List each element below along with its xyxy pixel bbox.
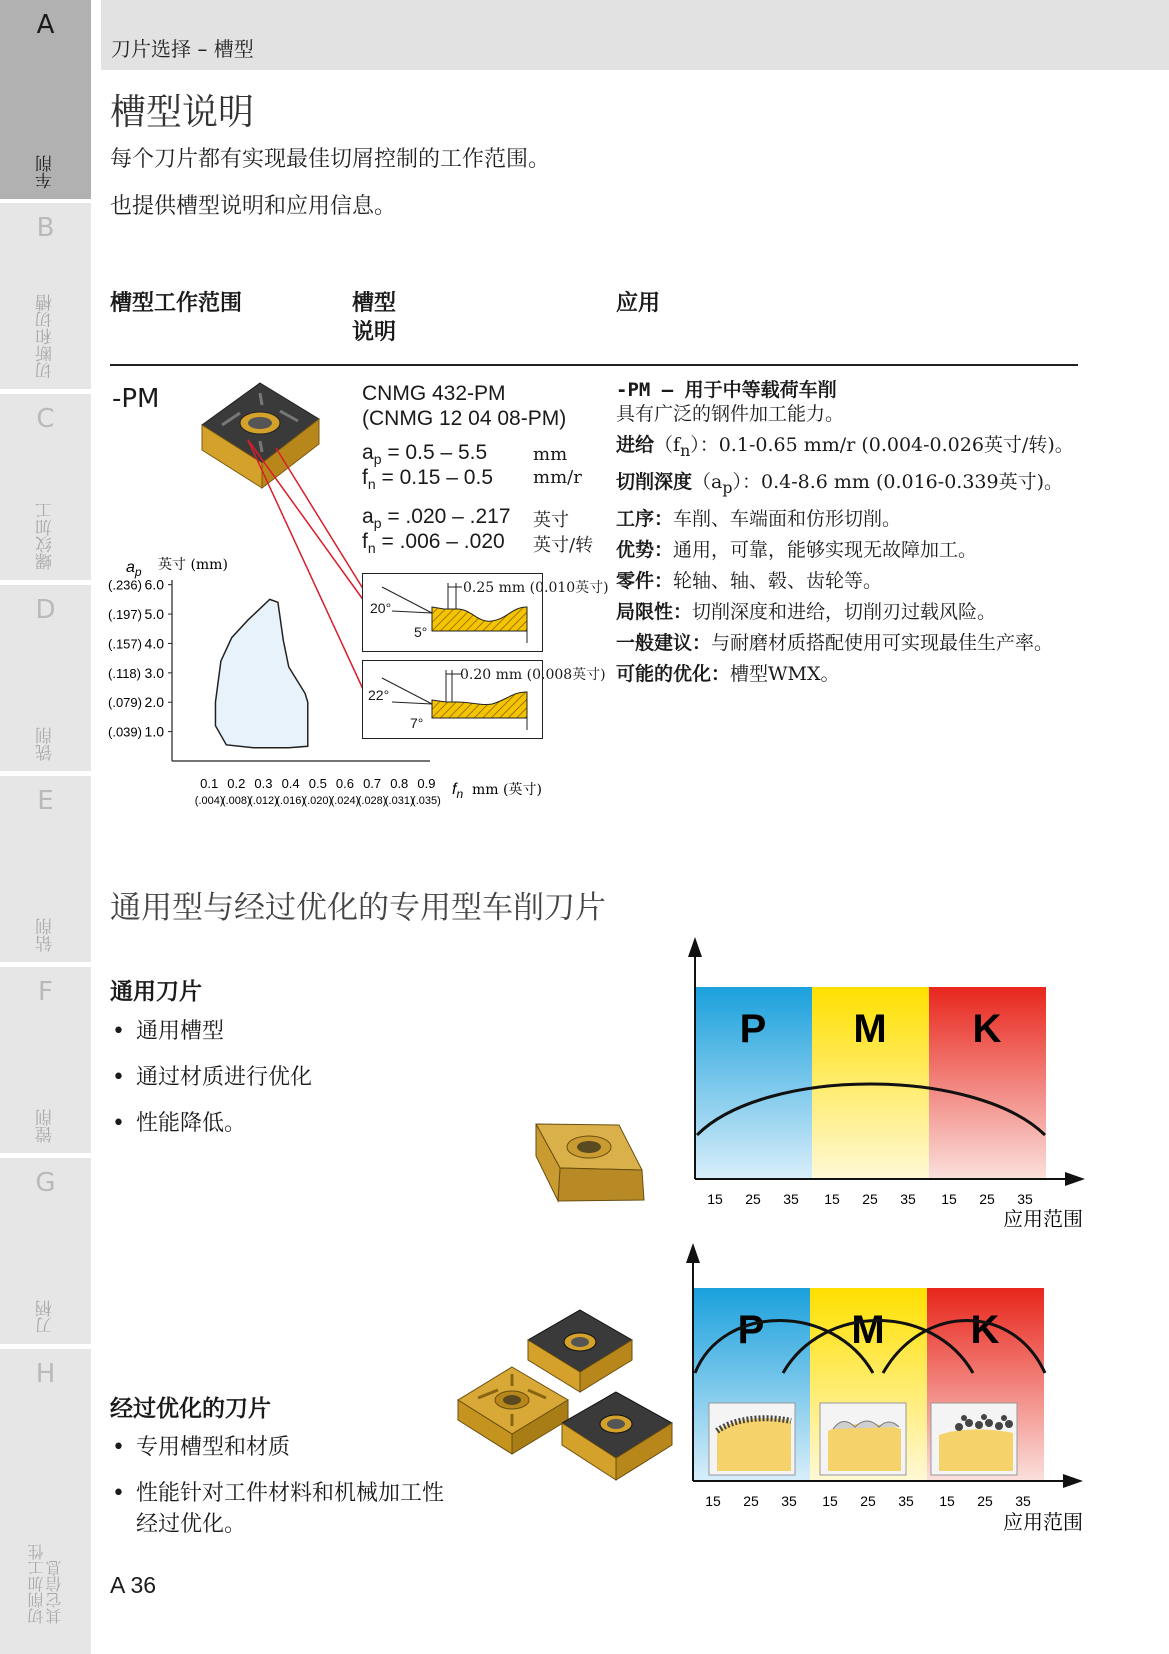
insert-code-iso: (CNMG 12 04 08-PM) xyxy=(362,407,567,430)
y-axis-label: 英寸 (mm) xyxy=(158,557,228,573)
insert-code: CNMG 432-PM xyxy=(362,382,506,405)
arrow-icon xyxy=(686,1243,700,1263)
chip-image-p xyxy=(709,1403,795,1475)
y-tick-label: 4.0 xyxy=(144,635,164,652)
geometry-label: -PM xyxy=(112,384,160,414)
pmk-chart-general xyxy=(675,937,1085,1227)
y-axis-symbol: $a_p$ xyxy=(126,559,142,579)
chapter-label: 其它信息 xyxy=(44,1560,64,1624)
x-tick-label: 35 xyxy=(781,1493,797,1509)
profile-angle: 7° xyxy=(410,715,424,731)
chapter-letter: C xyxy=(36,404,55,434)
list-item: • 通过材质进行优化 xyxy=(110,1062,312,1093)
optimized-insert-title: 经过优化的刀片 xyxy=(110,1396,271,1422)
x-tick-label: 0.5 xyxy=(308,776,327,791)
x-tick-inch-label: (.008) xyxy=(221,795,251,807)
x-tick-label: 0.2 xyxy=(227,776,246,791)
x-tick-inch-label: (.024) xyxy=(330,795,360,807)
x-tick-label: 25 xyxy=(745,1191,761,1207)
y-tick-inch-label: (.197) xyxy=(108,607,142,623)
x-tick-label: 15 xyxy=(707,1191,723,1207)
zone-label: K xyxy=(972,1007,1002,1051)
zone-label: P xyxy=(739,1007,767,1051)
profile-angle: 22° xyxy=(368,687,390,703)
profile-angle: 20° xyxy=(370,600,392,616)
x-tick-inch-label: (.012) xyxy=(249,795,278,807)
chapter-letter: F xyxy=(38,977,53,1007)
x-tick-inch-label: (.004) xyxy=(194,795,224,807)
y-tick-label: 6.0 xyxy=(144,576,164,593)
x-tick-label: 15 xyxy=(941,1191,957,1207)
x-axis-label: 应用范围 xyxy=(1003,1207,1083,1227)
column-heading-description: 槽型 说明 xyxy=(352,291,397,345)
x-tick-label: 0.4 xyxy=(281,776,300,791)
intro-text: 也提供槽型说明和应用信息。 xyxy=(110,194,397,219)
y-tick-label: 5.0 xyxy=(144,606,164,623)
y-tick-inch-label: (.236) xyxy=(108,577,142,593)
x-tick-label: 35 xyxy=(900,1191,916,1207)
x-tick-inch-label: (.035) xyxy=(412,795,441,807)
chapter-letter: A xyxy=(36,10,55,40)
y-tick-label: 1.0 xyxy=(144,723,164,740)
application-summary: 具有广泛的钢件加工能力。 xyxy=(616,403,845,425)
list-item: • 通用槽型 xyxy=(110,1016,312,1047)
list-item: • 专用槽型和材质 xyxy=(110,1432,450,1463)
unit-mm: mm xyxy=(533,444,568,465)
chapter-label: 车削 xyxy=(36,155,56,189)
profile-land: 0.25 mm (0.010英寸) xyxy=(463,580,609,596)
x-axis-label: 应用范围 xyxy=(1003,1510,1083,1533)
application-parts: 零件：轮轴、轴、毂、齿轮等。 xyxy=(616,569,883,592)
unit-mmr: mm/r xyxy=(533,467,582,488)
chapter-letter: B xyxy=(36,213,55,243)
unit-inch-rev: 英寸/转 xyxy=(533,535,594,556)
chapter-label: 镗削 xyxy=(36,1109,56,1143)
column-heading-range: 槽型工作范围 xyxy=(110,291,243,316)
x-tick-label: 0.9 xyxy=(417,776,436,791)
x-tick-inch-label: (.031) xyxy=(384,795,414,807)
x-tick-label: 0.1 xyxy=(200,776,219,791)
x-tick-label: 35 xyxy=(1015,1493,1031,1509)
x-tick-labels xyxy=(705,1493,1031,1509)
section-title: 通用型与经过优化的专用型车削刀片 xyxy=(110,890,606,926)
application-feed: 进给$(f_n)$：0.1-0.65 mm/r (0.004-0.026英寸/转)。 xyxy=(616,434,1074,460)
x-tick-inch-label: (.016) xyxy=(276,795,306,807)
x-tick-labels xyxy=(707,1191,1033,1207)
x-tick-label: 0.3 xyxy=(254,776,273,791)
optimized-insert-image xyxy=(458,1310,672,1480)
x-tick-inch-label: (.028) xyxy=(357,795,387,807)
y-tick-label: 2.0 xyxy=(144,694,164,711)
chapter-label: 刀柄 xyxy=(36,1300,56,1334)
zone-label: P xyxy=(737,1308,765,1352)
chapter-label: 钻削 xyxy=(36,918,56,952)
pmk-chart-optimized xyxy=(673,1243,1085,1533)
x-tick-label: 25 xyxy=(977,1493,993,1509)
chapter-letter: G xyxy=(35,1168,56,1198)
page-number: A 36 xyxy=(110,1572,157,1598)
x-tick-label: 35 xyxy=(783,1191,799,1207)
zone-label: K xyxy=(970,1308,1000,1352)
x-tick-label: 25 xyxy=(862,1191,878,1207)
x-tick-label: 35 xyxy=(1017,1191,1033,1207)
unit-inch: 英寸 xyxy=(533,510,569,531)
column-heading-application: 应用 xyxy=(616,291,661,316)
application-title: -PM – 用于中等载荷车削 xyxy=(616,379,837,401)
x-tick-inch-label: (.020) xyxy=(303,795,333,807)
fn-metric: $f_n = 0.15 - 0.5$ xyxy=(362,466,493,493)
x-axis-symbol: $f_n$ xyxy=(452,781,464,801)
application-limitation: 局限性：切削深度和进给，切削刃过载风险。 xyxy=(616,600,997,623)
x-tick-label: 35 xyxy=(898,1493,914,1509)
x-axis-label: mm (英寸) xyxy=(472,782,542,798)
application-depth: 切削深度$(a_p)$：0.4-8.6 mm (0.016-0.339英寸)。 xyxy=(616,470,1063,497)
application-operation: 工序：车削、车端面和仿形切削。 xyxy=(616,507,902,530)
x-tick-label: 25 xyxy=(979,1191,995,1207)
y-tick-inch-label: (.157) xyxy=(108,636,142,652)
list-item: • 性能针对工件材料和机械加工性经过优化。 xyxy=(110,1478,450,1540)
chip-image-m xyxy=(820,1403,906,1475)
chapter-label: 铣削 xyxy=(36,727,56,761)
fn-inch: $f_n = .006 - .020$ xyxy=(362,530,505,557)
ap-metric: $a_p = 0.5 - 5.5$ xyxy=(362,441,488,468)
y-tick-inch-label: (.118) xyxy=(108,665,141,681)
x-tick-label: 15 xyxy=(822,1493,838,1509)
application-optimization: 可能的优化：槽型WMX。 xyxy=(616,662,840,685)
zone-label: M xyxy=(851,1308,885,1352)
profile-land: 0.20 mm (0.008英寸) xyxy=(460,667,606,683)
breadcrumb: 刀片选择 – 槽型 xyxy=(111,37,254,61)
page-title: 槽型说明 xyxy=(110,92,255,133)
chapter-letter: D xyxy=(35,595,56,625)
chip-image-k xyxy=(931,1403,1017,1475)
list-item: • 性能降低。 xyxy=(110,1108,312,1139)
ap-inch: $a_p = .020 - .217$ xyxy=(362,505,511,532)
x-tick-label: 0.7 xyxy=(363,776,382,791)
intro-text: 每个刀片都有实现最佳切屑控制的工作范围。 xyxy=(110,147,551,172)
y-tick-label: 3.0 xyxy=(144,664,164,681)
x-tick-label: 15 xyxy=(939,1493,955,1509)
chapter-letter: H xyxy=(35,1359,56,1389)
y-tick-inch-label: (.039) xyxy=(108,724,142,740)
x-tick-label: 0.6 xyxy=(335,776,354,791)
application-advantage: 优势：通用，可靠，能够实现无故障加工。 xyxy=(616,538,978,561)
profile-angle: 5° xyxy=(414,624,428,640)
chapter-label: 切断和切槽 xyxy=(36,294,56,379)
zone-label: M xyxy=(853,1007,887,1051)
general-insert-image xyxy=(536,1124,644,1201)
y-tick-inch-label: (.079) xyxy=(108,695,142,711)
x-tick-label: 0.8 xyxy=(390,776,409,791)
chapter-label: 切削加工性 xyxy=(26,1544,46,1624)
arrow-icon xyxy=(1063,1474,1083,1488)
x-tick-label: 15 xyxy=(824,1191,840,1207)
general-insert-title: 通用刀片 xyxy=(110,979,202,1005)
arrow-icon xyxy=(688,937,702,957)
chapter-label: 螺纹加工 xyxy=(36,502,56,570)
arrow-icon xyxy=(1065,1172,1085,1186)
chapter-letter: E xyxy=(37,786,54,816)
application-advice: 一般建议：与耐磨材质搭配使用可实现最佳生产率。 xyxy=(616,631,1054,654)
x-tick-label: 25 xyxy=(860,1493,876,1509)
x-tick-label: 25 xyxy=(743,1493,759,1509)
x-tick-label: 15 xyxy=(705,1493,721,1509)
